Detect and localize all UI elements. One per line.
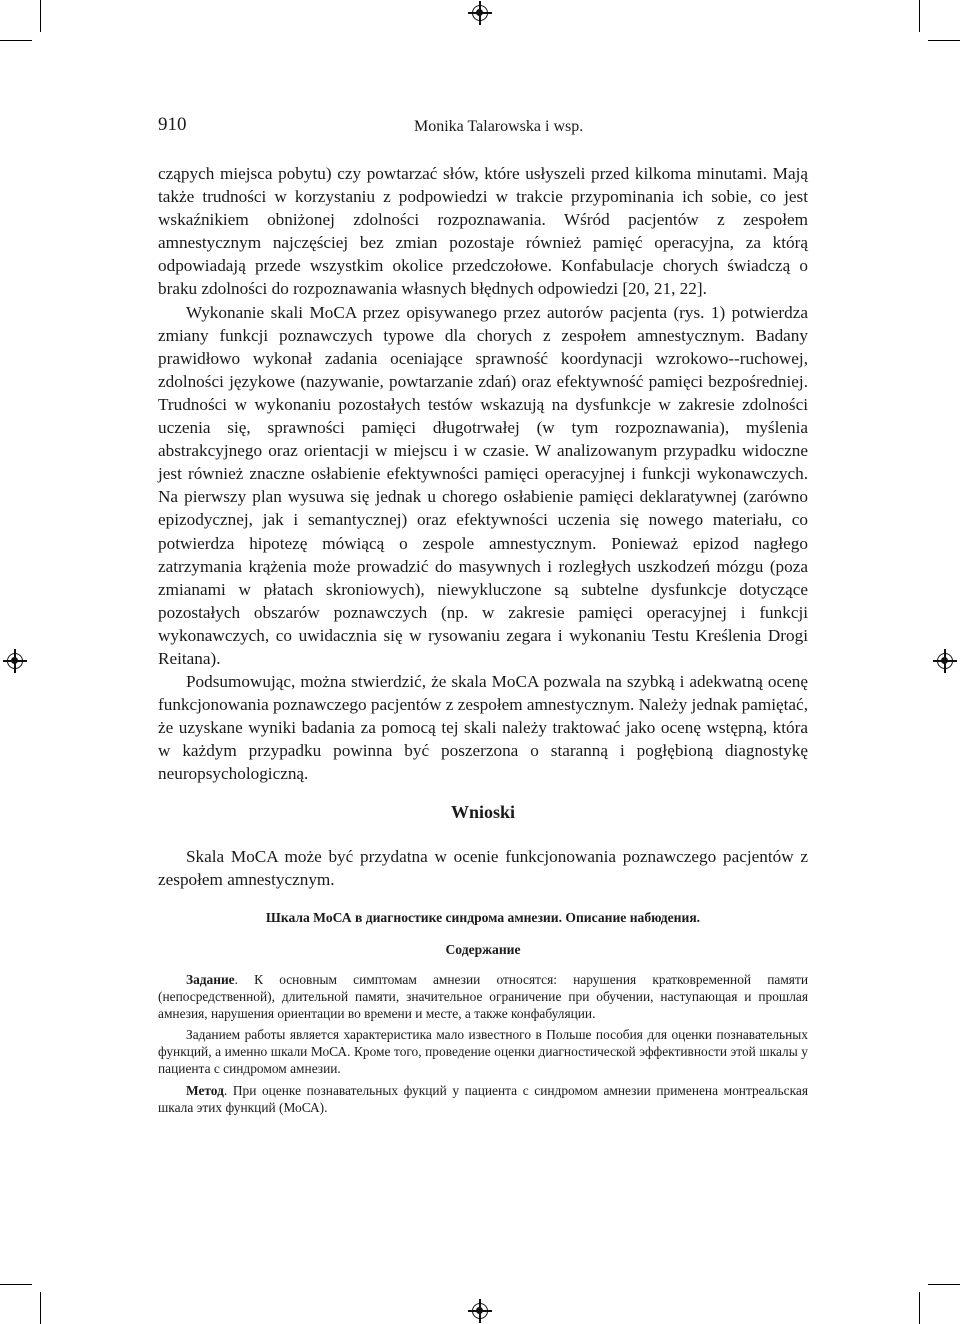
summary-label: Метод [186,1082,224,1098]
running-title: Monika Talarowska i wsp. [414,118,584,135]
registration-mark-icon [472,5,488,21]
summary-label: Задание [186,972,235,987]
crop-mark [919,1292,920,1324]
registration-mark-icon [7,653,23,669]
conclusion-text: Skala MoCA może być przydatna w ocenie funkcjonowania poznawczego pacjentów z zespołem amnestycznym. [158,847,808,890]
crop-mark [919,0,920,32]
paragraph: Wykonanie skali MoCA przez opisywanego przez autorów pacjenta (rys. 1) potwierdza zmiany funkcji poznawczych typowe dla chorych z zespołem amnestycznym. Badany prawidłowo wykonał zadania oceniające sprawność koordynacji wzrokowo--ruchowej, zdolności językowe (nazywanie, powtarzanie zdań) oraz efektywność pamięci bezpośredniej. Trudności w wykonaniu pozostałych testów wskazują na dysfunkcje w zakresie zdolności uczenia się, sprawności pamięci długotrwałej (w tym rozpoznawania), myślenia abstrakcyjnego oraz orientacji w miejscu i w czasie. W analizowanym przypadku widoczne jest również znaczne osłabienie efektywności pamięci operacyjnej i funkcji wykonawczych. Na pierwszy plan wysuwa się jednak u chorego osłabienie pamięci deklaratywnej (zarówno epizodycznej, jak i semantycznej) oraz efektywności uczenia się nowego materiału, co potwierdza hipotezę mówiącą o zespole amnestycznym. Ponieważ epizod nagłego zatrzymania krążenia może prowadzić do masywnych i rozległych uszkodzeń mózgu (poza zmianami w płatach skroniowych), niewykluczone są subtelne dysfunkcje dotyczące pozostałych obszarów poznawczych (np. w zakresie pamięci operacyjnej i funkcji wykonawczych, co uwidacznia się w rysowaniu zegara i wykonaniu Testu Kreślenia Drogi Reitana). [158,302,808,668]
crop-mark [0,40,32,41]
crop-mark [0,1284,32,1285]
summary-paragraph [158,971,808,1022]
page-number: 910 [158,114,187,135]
crop-mark [928,1284,960,1285]
main-text [158,162,808,786]
crop-mark [40,0,41,32]
summary-subtitle: Содержание [445,942,521,957]
paragraph: cząpych miejsca pobytu) czy powtarzać słów, które usłyszeli przed kilkoma minutami. Mają także trudności w korzystaniu z podpowiedzi w trakcie przypominania ich sobie, co jest wskaźnikiem obniżonej zdolności rozpoznawania. Wśród pacjentów z zespołem amnestycznym najczęściej bez zmian pozostaje również pamięć operacyjna, za którą odpowiadają przede wszystkim okolice przedczołowe. Konfabulacje chorych świadczą o braku zdolności do rozpoznawania własnych błędnych odpowiedzi [20, 21, 22]. [158,164,808,299]
summary-text: . К основным симптомам амнезии относятся: нарушения кратковременной памяти (непосредственной), длительной памяти, значительное ограничение при обучении, наступающая и прошлая амнезия, нарушения ориентации во времени и месте, а также конфабуляции. [158,972,808,1022]
summary-paragraph [158,1082,808,1116]
paragraph: Podsumowując, można stwierdzić, że skala MoCA pozwala na szybką i adekwatną ocenę funkcjonowania poznawczego pacjentów z zespołem amnestycznym. Należy jednak pamiętać, że uzyskane wyniki badania za pomocą tej skali należy traktować jako ocenę wstępną, która w każdym przypadku powinna być poszerzona o staranną i pogłębioną diagnostykę neuropsychologiczną. [158,672,808,784]
page-header [158,114,808,144]
section-title: Wnioski [450,802,516,822]
crop-mark [40,1292,41,1324]
registration-mark-icon [472,1303,488,1319]
summary-text: . При оценке познавательных фукций у пациента с синдромом амнезии применена монтреальская шкала этих функций (МоСА). [158,1082,808,1115]
summary-paragraph: Заданием работы является характеристика мало известного в Польше пособия для оценки познавательных функций, а именно шкали МоСА. Кроме того, проведение оценки диагностической эффективности этой шкалы у пациента с синдромом амнезии. [158,1027,808,1077]
registration-mark-icon [937,653,953,669]
crop-mark [928,40,960,41]
summary-body [158,971,808,1120]
summary-title: Шкала МоСА в диагностике синдрома амнезии. Описание набюдения. [265,910,701,925]
